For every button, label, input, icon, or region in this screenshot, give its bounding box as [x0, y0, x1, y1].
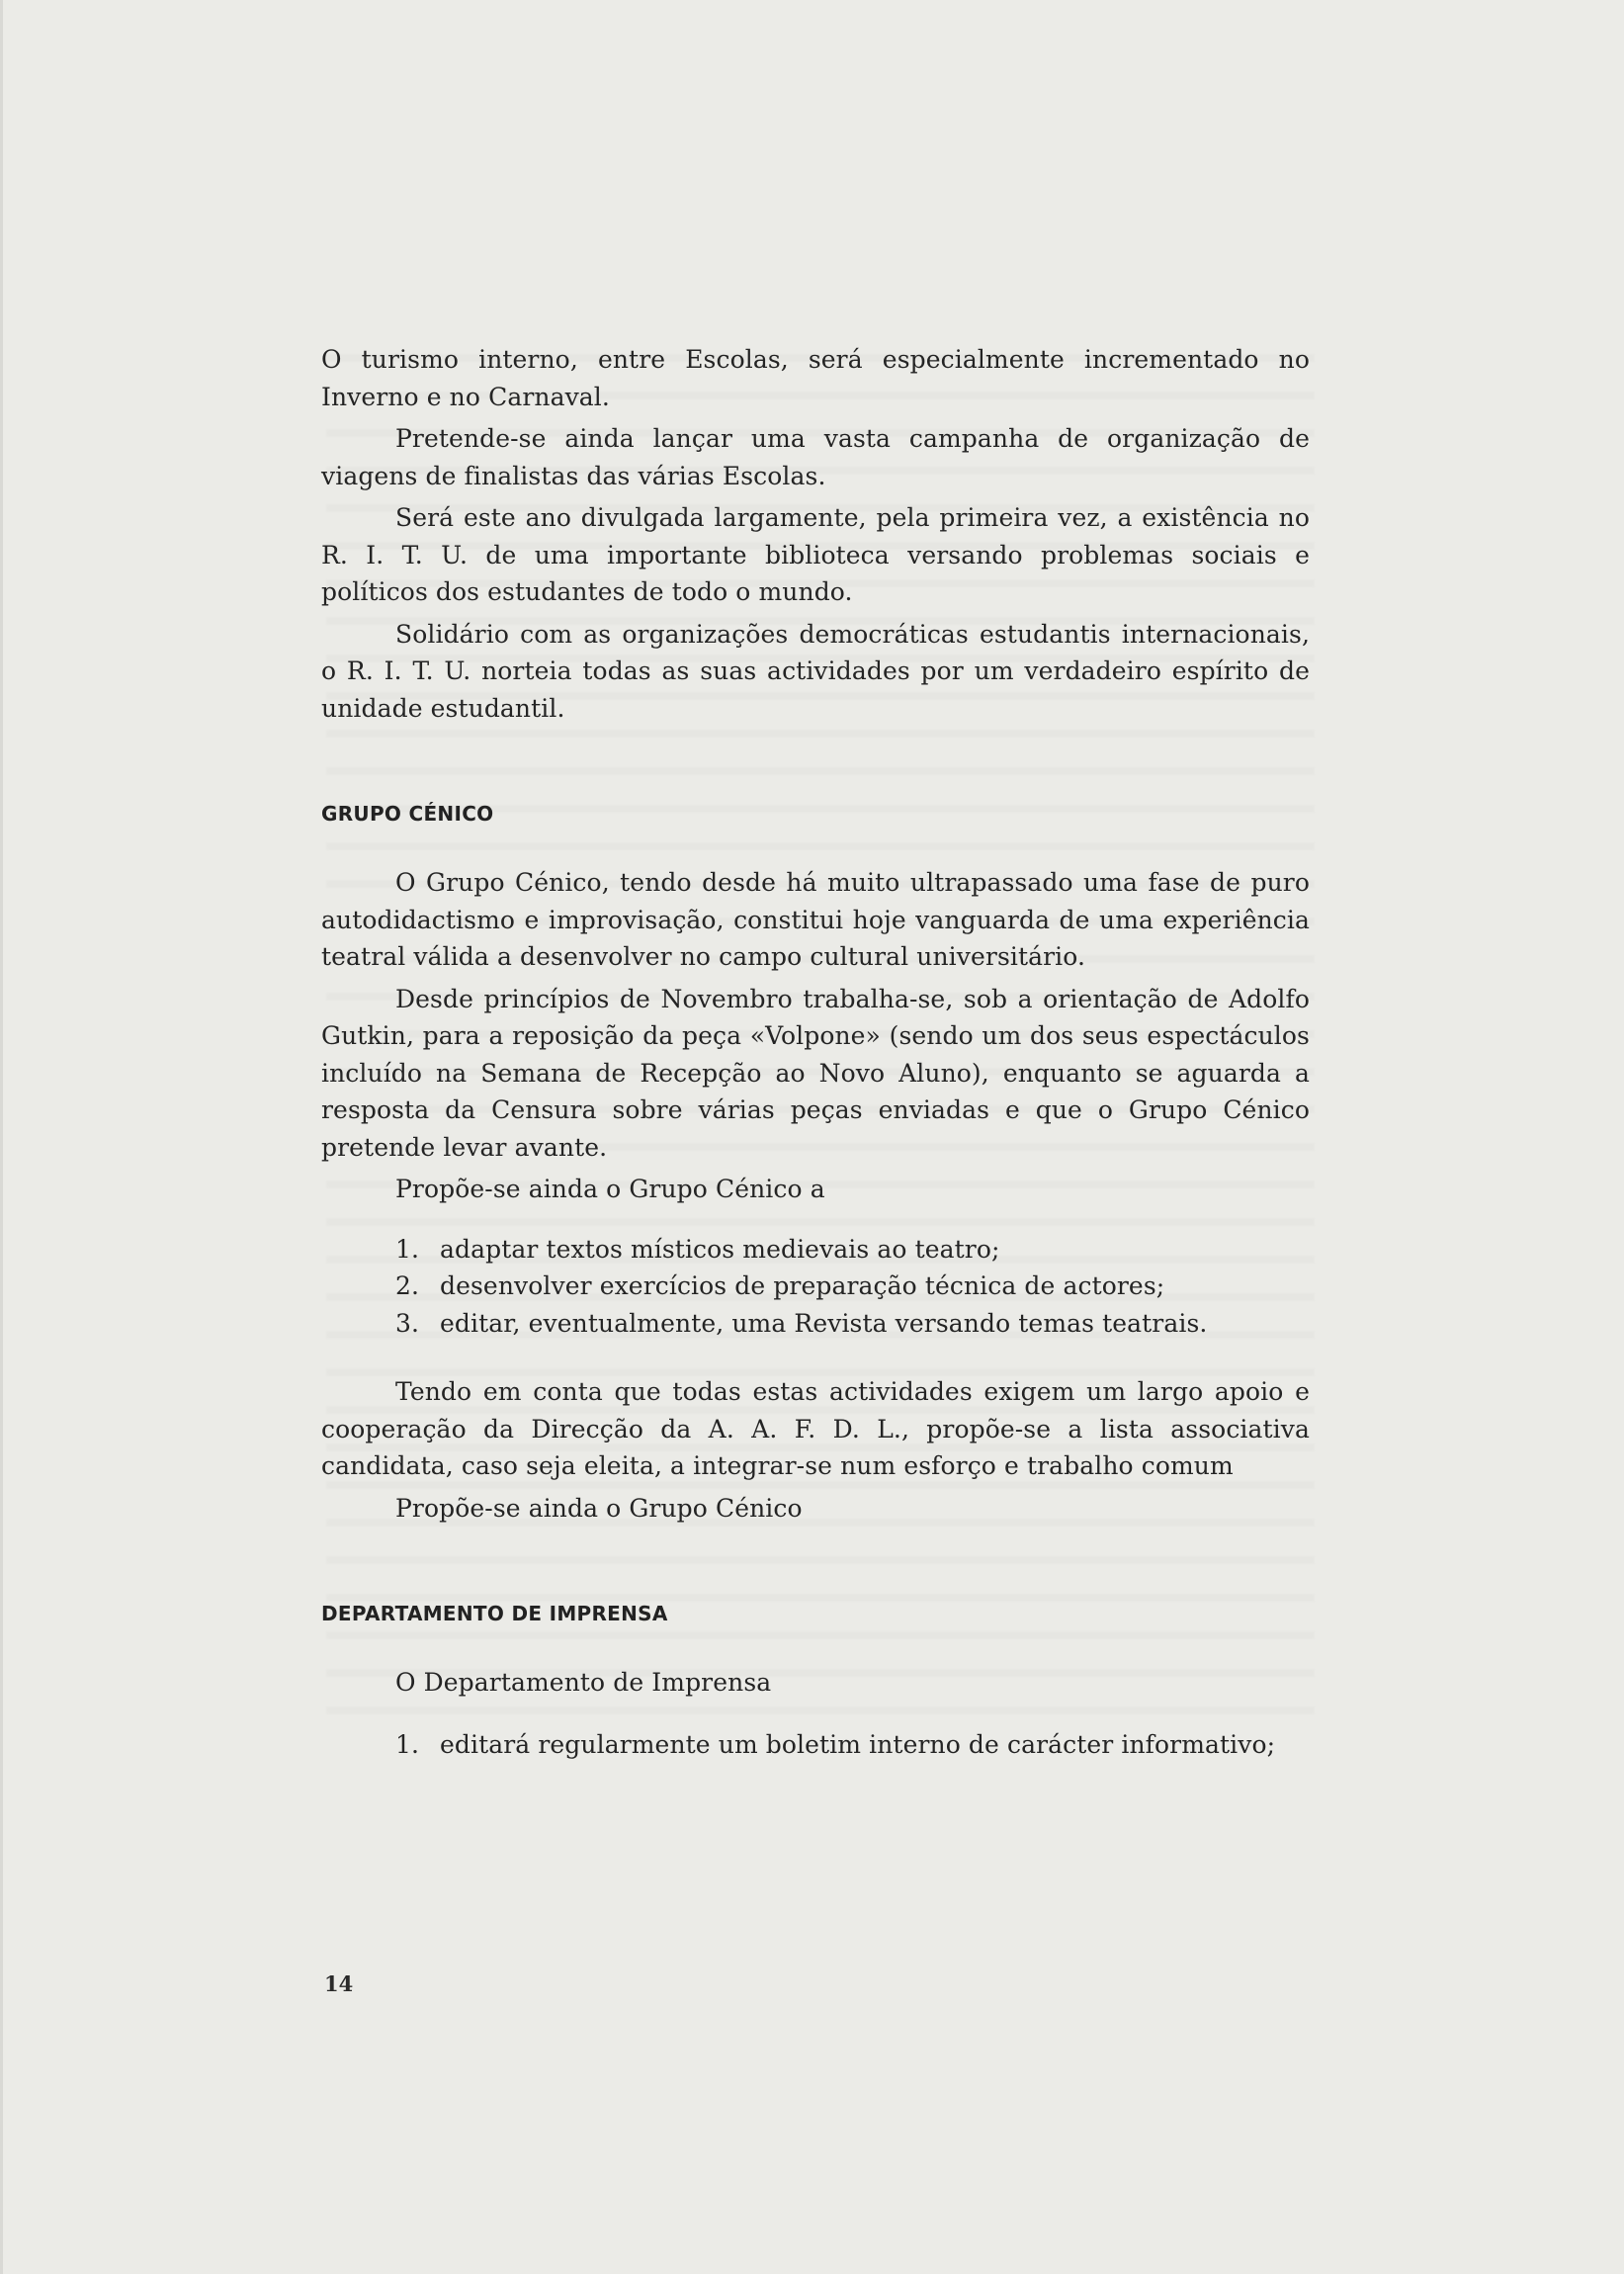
list-item: [321, 1305, 1310, 1343]
list-item-number: 2.: [395, 1271, 420, 1300]
intro-paragraph-4: Solidário com as organizações democráticas estudantis internacionais, o R. I. T. U. norteia todas as suas actividades por um verdadeiro espírito de unidade estudantil.: [321, 619, 1310, 723]
list-item: [321, 1268, 1310, 1305]
list-item: [321, 1231, 1310, 1268]
list-item-text: adaptar textos místicos medievais ao teatro;: [440, 1234, 1000, 1264]
grupo-cenico-paragraph-5: Propõe-se ainda o Grupo Cénico: [395, 1493, 803, 1523]
intro-paragraph-3: Será este ano divulgada largamente, pela primeira vez, a existência no R. I. T. U. de uma importante biblioteca versando problemas sociais e políticos dos estudantes de todo o mundo.: [321, 503, 1310, 606]
intro-paragraph-1: O turismo interno, entre Escolas, será especialmente incrementado no Inverno e no Carnaval.: [321, 345, 1310, 411]
list-item-number: 1.: [395, 1729, 420, 1759]
page-binding-edge: [0, 0, 3, 2274]
page-content: [321, 341, 1310, 1763]
grupo-cenico-paragraph-1: O Grupo Cénico, tendo desde há muito ultrapassado uma fase de puro autodidactismo e improvisação, constitui hoje vanguarda de uma experiência teatral válida a desenvolver no campo cultural universitário.: [321, 868, 1310, 971]
imprensa-list: [321, 1726, 1310, 1764]
list-item-text: editará regularmente um boletim interno de carácter informativo;: [440, 1729, 1276, 1759]
section-heading-imprensa: DEPARTAMENTO DE IMPRENSA: [321, 1602, 668, 1625]
grupo-cenico-paragraph-2: Desde princípios de Novembro trabalha-se, sob a orientação de Adolfo Gutkin, para a reposição da peça «Volpone» (sendo um dos seus espectáculos incluído na Semana de Recepção ao Novo Aluno), enquanto se aguarda a resposta da Censura sobre várias peças enviadas e que o Grupo Cénico pretende levar avante.: [321, 984, 1310, 1162]
grupo-cenico-paragraph-3: Propõe-se ainda o Grupo Cénico a: [395, 1175, 825, 1203]
grupo-cenico-list: [321, 1231, 1310, 1343]
list-item-number: 3.: [395, 1308, 420, 1338]
list-item-number: 1.: [395, 1234, 420, 1264]
imprensa-paragraph-1: O Departamento de Imprensa: [395, 1668, 772, 1697]
grupo-cenico-paragraph-4: Tendo em conta que todas estas actividades exigem um largo apoio e cooperação da Direcção da A. A. F. D. L., propõe-se a lista associativa candidata, caso seja eleita, a integrar-se num esforço e trabalho comum: [321, 1377, 1310, 1480]
page-number: 14: [324, 1971, 354, 1996]
intro-paragraph-2: Pretende-se ainda lançar uma vasta campanha de organização de viagens de finalistas das várias Escolas.: [321, 424, 1310, 490]
list-item-text: desenvolver exercícios de preparação técnica de actores;: [440, 1271, 1165, 1300]
list-item: [321, 1726, 1310, 1764]
section-heading-grupo-cenico: GRUPO CÉNICO: [321, 802, 494, 826]
list-item-text: editar, eventualmente, uma Revista versando temas teatrais.: [440, 1308, 1208, 1338]
